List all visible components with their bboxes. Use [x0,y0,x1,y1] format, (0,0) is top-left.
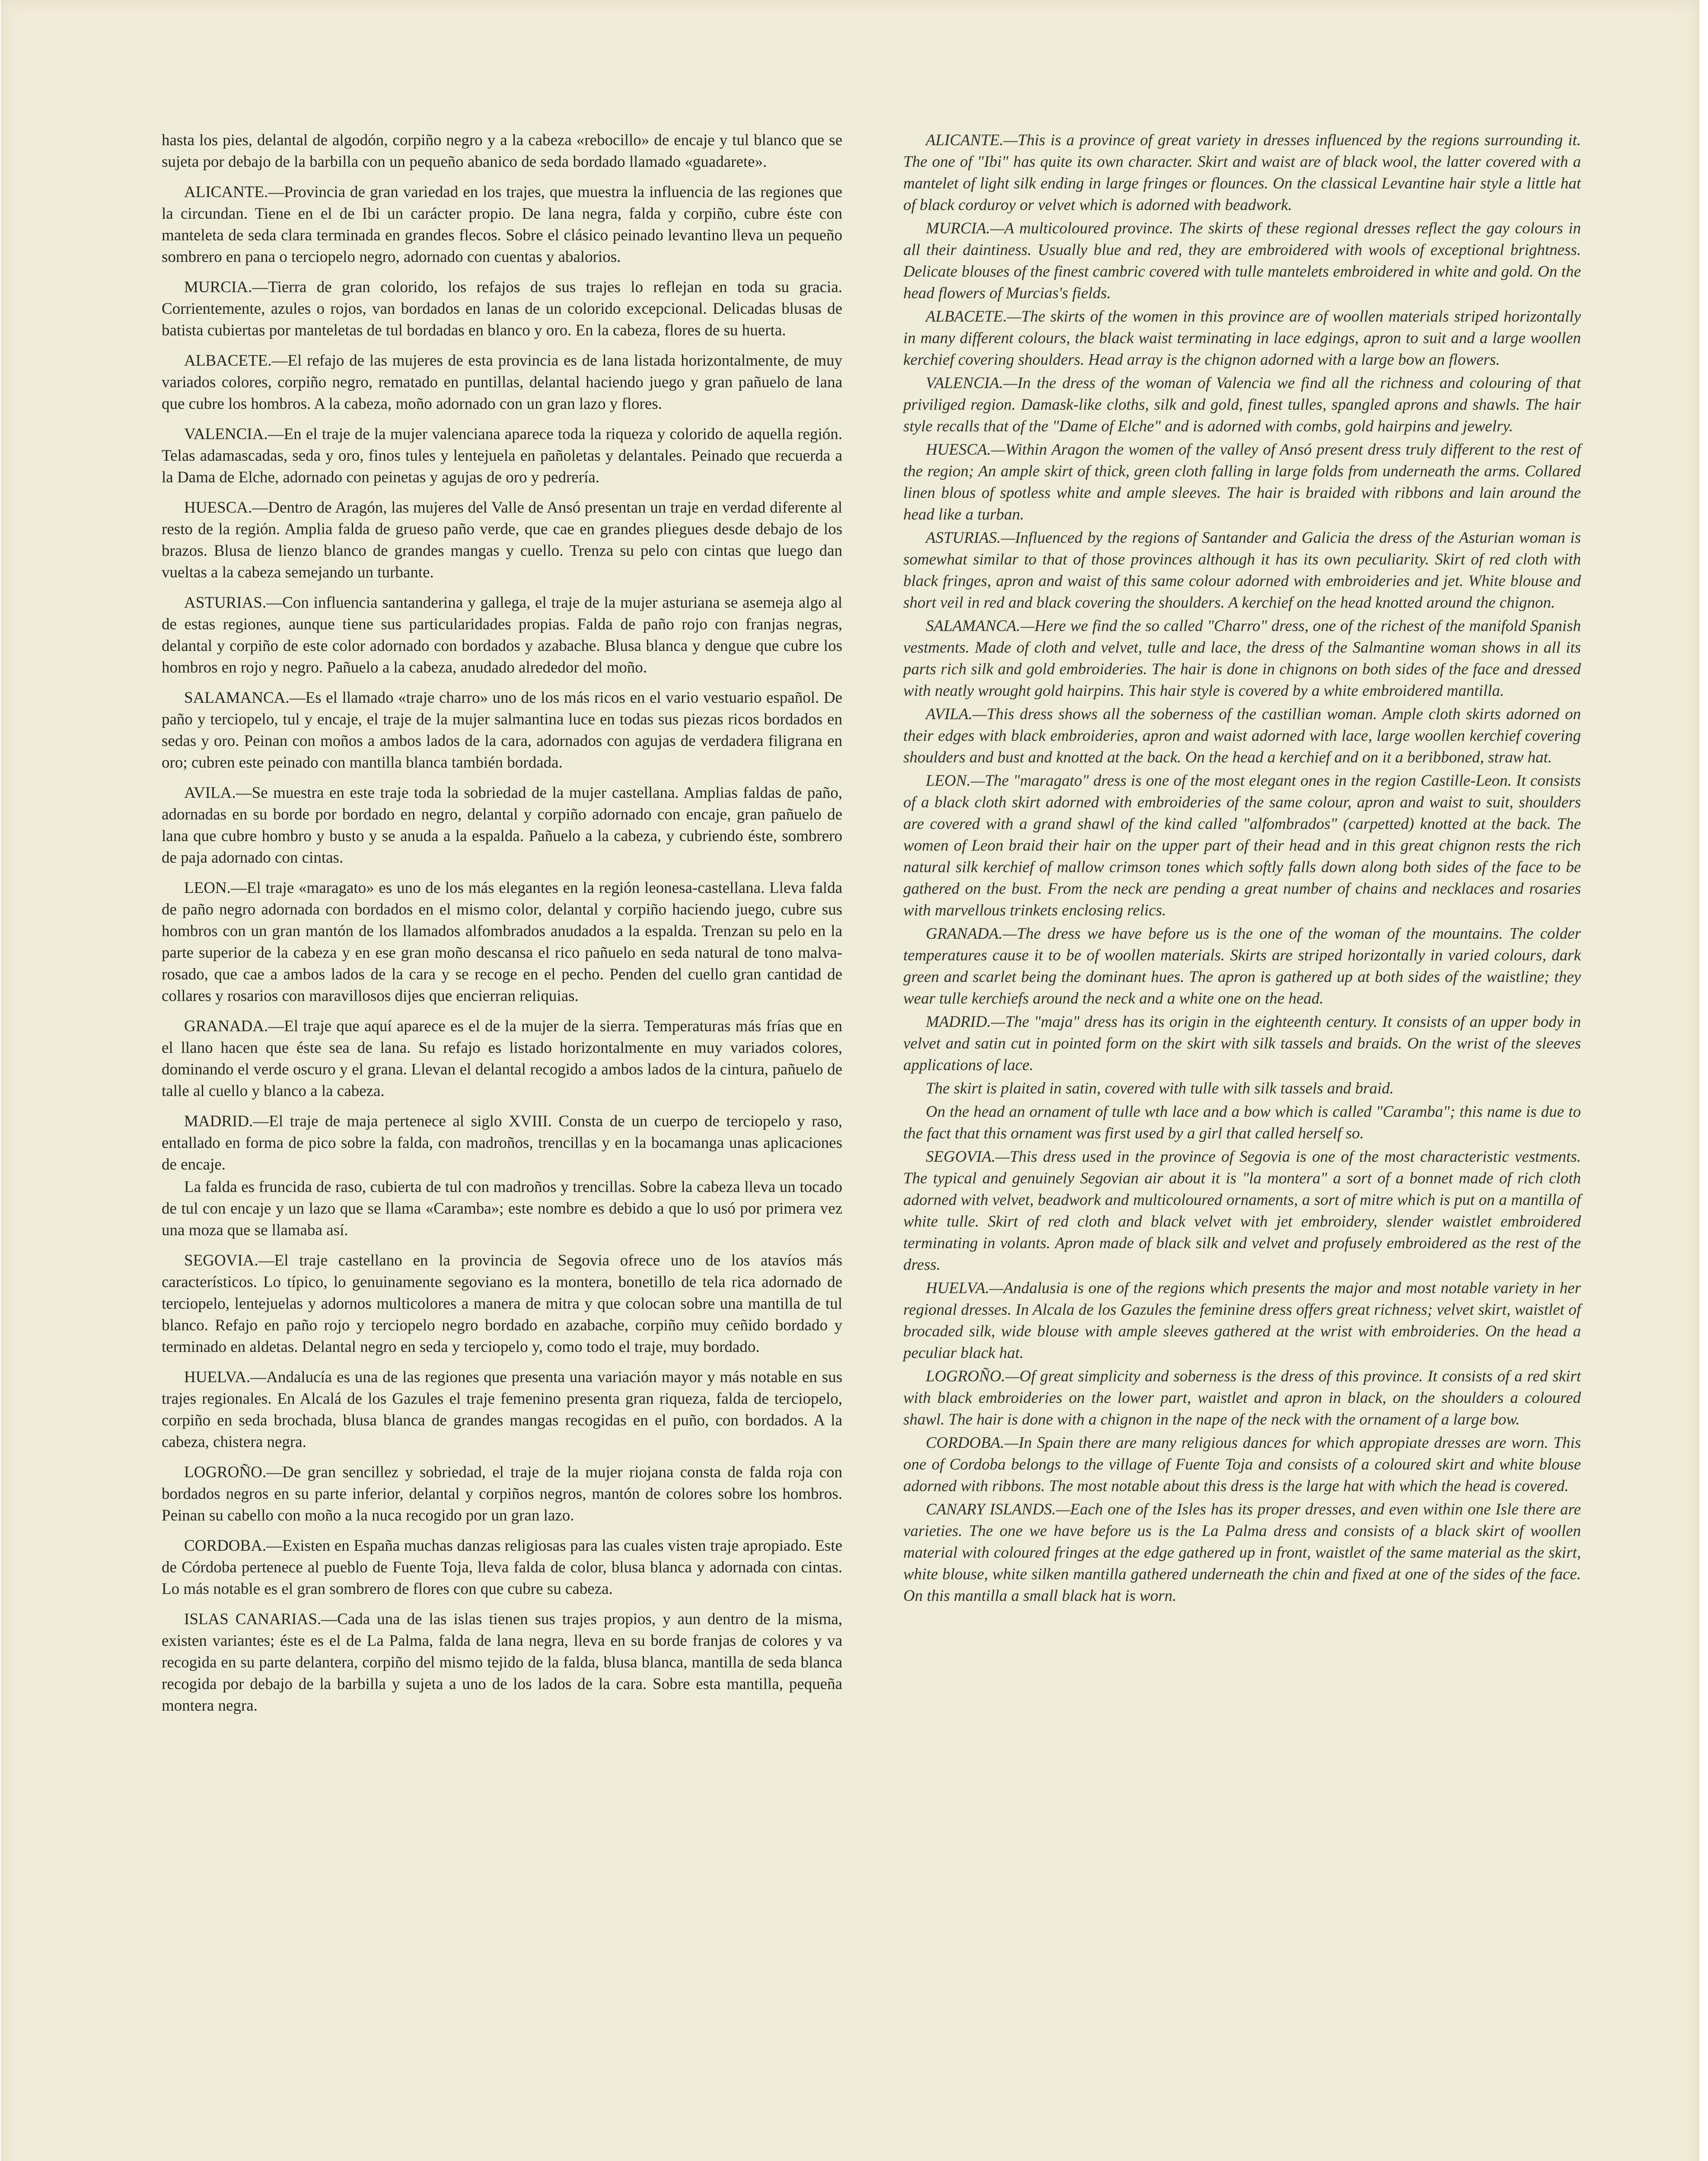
spanish-paragraph: La falda es fruncida de raso, cubierta de tul con madroños y trencillas. Sobre la cabeza lleva un tocado de tul con encaje y un lazo que se llama «Caramba»; este nombre es debido a que lo usó por primera vez una moza que se llamaba así. [162,1178,842,1239]
spanish-paragraph: AVILA.—Se muestra en este traje toda la sobriedad de la mujer castellana. Amplias faldas de paño, adornadas en su borde por bordado en negro, delantal y corpiño adornado con encaje, gran pañuelo de lana que cubre hombro y busto y se anuda a la espalda. Pañuelo a la cabeza, y cubriendo éste, sombrero de paja adornado con cintas. [162,784,842,867]
spanish-paragraph: SEGOVIA.—El traje castellano en la provincia de Segovia ofrece uno de los atavíos más característicos. Lo típico, lo genuinamente segoviano es la montera, bonetillo de tela rica adornado de terciopelo, lentejuelas y adornos multicolores a manera de mitra y que colocan sobre una mantilla de tul blanco. Refajo en paño rojo y terciopelo negro bordado en azabache, corpiño muy ceñido bordado y terminado en aldetas. Delantal negro en seda y terciopelo y, como todo el traje, muy bordado. [162,1252,842,1356]
spanish-paragraph: MURCIA.—Tierra de gran colorido, los refajos de sus trajes lo reflejan en toda su gracia. Corrientemente, azules o rojos, van bordados en lanas de un colorido excepcional. Delicadas blusas de batista cubiertas por manteletas de tul bordadas en blanco y oro. En la cabeza, flores de su huerta. [162,278,842,339]
spanish-paragraph: VALENCIA.—En el traje de la mujer valenciana aparece toda la riqueza y colorido de aquella región. Telas adamascadas, seda y oro, finos tules y lentejuela en pañoletas y delantales. Peinado que recuerda a la Dama de Elche, adornado con peinetas y agujas de oro y pedrería. [162,425,842,486]
spanish-paragraph: ISLAS CANARIAS.—Cada una de las islas tienen sus trajes propios, y aun dentro de la misma, existen variantes; éste es el de La Palma, falda de lana negra, lleva en su borde franjas de colores y va recogida en su parte delantera, corpiño del mismo tejido de la falda, blusa blanca, mantilla de seda blanca recogida por debajo de la barbilla y sujeta a uno de los lados de la cara. Sobre esta mantilla, pequeña montera negra. [162,1610,842,1715]
english-paragraph: ALBACETE.—The skirts of the women in this province are of woollen materials striped horizontally in many different colours, the black waist terminating in lace edgings, apron to suit and a large woollen kerchief covering shoulders. Head array is the chignon adorned with a large bow an flowers. [903,308,1581,369]
english-paragraph: LOGROÑO.—Of great simplicity and soberness is the dress of this province. It consists of a red skirt with black embroideries on the lower part, waistlet and apron in black, on the shoulders a coloured shawl. The hair is done with a chignon in the nape of the neck with the ornament of a large bow. [903,1367,1581,1428]
english-paragraph: LEON.—The "maragato" dress is one of the most elegant ones in the region Castille-Leon. It consists of a black cloth skirt adorned with embroideries of the same colour, apron and waist to suit, shoulders are covered with a grand shawl of the kind called "alfombrados" (carpetted) knotted at the back. The women of Leon braid their hair on the upper part of their head and in this great chignon rests the rich natural silk kerchief of mallow crimson tones which softly falls down along both sides of the face to be gathered on the bust. From the neck are pending a great number of chains and necklaces and rosaries with marvellous trinkets enclosing relics. [903,772,1581,919]
english-paragraph: MURCIA.—A multicoloured province. The skirts of these regional dresses reflect the gay colours in all their daintiness. Usually blue and red, they are embroidered with wools of exceptional brightness. Delicate blouses of the finest cambric covered with tulle mantelets embroidered in white and gold. On the head flowers of Murcias's fields. [903,220,1581,302]
english-paragraph: On the head an ornament of tulle wth lace and a bow which is called "Caramba"; this name is due to the fact that this ornament was first used by a girl that called herself so. [903,1103,1581,1142]
spanish-paragraph: GRANADA.—El traje que aquí aparece es el de la mujer de la sierra. Temperaturas más frías que en el llano hacen que éste sea de lana. Su refajo es listado horizontalmente en muy variados colores, dominando el verde oscuro y el grana. Llevan el delantal recogido a ambos lados de la cintura, pañuelo de talle al cuello y blanco a la cabeza. [162,1017,842,1100]
spanish-paragraph: hasta los pies, delantal de algodón, corpiño negro y a la cabeza «rebocillo» de encaje y tul blanco que se sujeta por debajo de la barbilla con un pequeño abanico de seda bordado llamado «guadarete». [162,131,842,171]
spanish-paragraph: LOGROÑO.—De gran sencillez y sobriedad, el traje de la mujer riojana consta de falda roja con bordados negros en su parte inferior, delantal y corpiños negros, mantón de colores sobre los hombros. Peinan su cabello con moño a la nuca recogido por un gran lazo. [162,1463,842,1524]
english-paragraph: HUELVA.—Andalusia is one of the regions which presents the major and most notable variety in her regional dresses. In Alcala de los Gazules the feminine dress offers great richness; velvet skirt, waistlet of brocaded silk, wide blouse with ample sleeves gathered at the wrist with embroideries. On the head a peculiar black hat. [903,1279,1581,1362]
spanish-paragraph: LEON.—El traje «maragato» es uno de los más elegantes en la región leonesa-castellana. Lleva falda de paño negro adornada con bordados en el mismo color, delantal y corpiño haciendo juego, cubre sus hombros con un gran mantón de los llamados alfombrados anudados a la espalda. Trenzan su pelo en la parte superior de la cabeza y en ese gran moño descansa el rico pañuelo en seda natural de tono malva-rosado, que cae a ambos lados de la cara y se recoge en el pecho. Penden del cuello gran cantidad de collares y rosarios con maravillosos dijes que encierran reliquias. [162,879,842,1005]
english-paragraph: SEGOVIA.—This dress used in the province of Segovia is one of the most characteristic vestments. The typical and genuinely Segovian air about it is "la montera" a sort of a bonnet made of rich cloth adorned with velvet, beadwork and multicoloured ornaments, a sort of mitre which is put on a mantilla of white tulle. Skirt of red cloth and black velvet with jet embroidery, slender waistlet embroidered terminating in volants. Apron made of black silk and velvet and profusely embroidered as the rest of the dress. [903,1148,1581,1274]
english-paragraph: ALICANTE.—This is a province of great variety in dresses influenced by the regions surrounding it. The one of "Ibi" has quite its own character. Skirt and waist are of black wool, the latter covered with a mantelet of light silk ending in large fringes or flounces. On the classical Levantine hair style a little hat of black corduroy or velvet which is adorned with beadwork. [903,131,1581,214]
spanish-paragraph: HUELVA.—Andalucía es una de las regiones que presenta una variación mayor y más notable en sus trajes regionales. En Alcalá de los Gazules el traje femenino presenta gran riqueza, falda de terciopelo, corpiño en seda brochada, blusa blanca de grandes mangas recogidas en el puño, con bordados. A la cabeza, chistera negra. [162,1368,842,1451]
spanish-paragraph: MADRID.—El traje de maja pertenece al siglo XVIII. Consta de un cuerpo de terciopelo y raso, entallado en forma de pico sobre la falda, con madroños, trencillas y en la bocamanga unas aplicaciones de encaje. [162,1112,842,1173]
english-paragraph: CORDOBA.—In Spain there are many religious dances for which appropiate dresses are worn. This one of Cordoba belongs to the village of Fuente Toja and consists of a coloured skirt and white blouse adorned with ribbons. The most notable about this dress is the large hat with which the head is covered. [903,1434,1581,1495]
english-paragraph: GRANADA.—The dress we have before us is the one of the woman of the mountains. The colder temperatures cause it to be of woollen materials. Skirts are striped horizontally in varied colours, dark green and scarlet being the dominant hues. The apron is gathered up at both sides of the waistline; they wear tulle kerchiefs around the neck and a white one on the head. [903,925,1581,1007]
spanish-paragraph: HUESCA.—Dentro de Aragón, las mujeres del Valle de Ansó presentan un traje en verdad diferente al resto de la región. Amplia falda de grueso paño verde, que cae en grandes pliegues desde debajo de los brazos. Blusa de lienzo blanco de grandes mangas y cuello. Trenza su pelo con cintas que luego dan vueltas a la cabeza semejando un turbante. [162,499,842,581]
english-text-column [903,130,1581,1609]
spanish-paragraph: ALBACETE.—El refajo de las mujeres de esta provincia es de lana listada horizontalmente, de muy variados colores, corpiño negro, rematado en puntillas, delantal haciendo juego y gran pañuelo de lana que cubre los hombros. A la cabeza, moño adornado con un gran lazo y flores. [162,352,842,413]
english-paragraph: ASTURIAS.—Influenced by the regions of Santander and Galicia the dress of the Asturian woman is somewhat similar to that of those provinces although it has its own peculiarity. Skirt of red cloth with black fringes, apron and waist of this same colour adorned with embroideries and jet. White blouse and short veil in red and black covering the shoulders. A kerchief on the head knotted around the chignon. [903,529,1581,612]
english-paragraph: MADRID.—The "maja" dress has its origin in the eighteenth century. It consists of an upper body in velvet and satin cut in pointed form on the skirt with silk tassels and braids. On the wrist of the sleeves applications of lace. [903,1013,1581,1074]
spanish-paragraph: CORDOBA.—Existen en España muchas danzas religiosas para las cuales visten traje apropiado. Este de Córdoba pertenece al pueblo de Fuente Toja, lleva falda de color, blusa blanca y adornada con cintas. Lo más notable es el gran sombrero de flores con que cubre su cabeza. [162,1537,842,1598]
english-paragraph: SALAMANCA.—Here we find the so called "Charro" dress, one of the richest of the manifold Spanish vestments. Made of cloth and velvet, tulle and lace, the dress of the Salmantine woman shows in all its parts rich silk and gold embroideries. The hair is done in chignons on both sides of the face and dressed with neatly wrought gold hairpins. This hair style is covered by a white embroidered mantilla. [903,617,1581,700]
spanish-paragraph: ALICANTE.—Provincia de gran variedad en los trajes, que muestra la influencia de las regiones que la circundan. Tiene en el de Ibi un carácter propio. De lana negra, falda y corpiño, cubre éste con manteleta de seda clara terminada en grandes flecos. Sobre el clásico peinado levantino lleva un pequeño sombrero en pana o terciopelo negro, adornado con cuentas y abalorios. [162,183,842,266]
english-paragraph: The skirt is plaited in satin, covered with tulle with silk tassels and braid. [926,1080,1394,1097]
english-paragraph: CANARY ISLANDS.—Each one of the Isles has its proper dresses, and even within one Isle there are varieties. The one we have before us is the La Palma dress and consists of a black skirt of woollen material with coloured fringes at the edge gathered up in front, waistlet of the same material as the skirt, white blouse, white silken mantilla gathered underneath the chin and fixed at one of the sides of the face. On this mantilla a small black hat is worn. [903,1501,1581,1605]
english-paragraph: AVILA.—This dress shows all the soberness of the castillian woman. Ample cloth skirts adorned on their edges with black embroideries, apron and waist adorned with lace, large woollen kerchief covering shoulders and bust and knotted at the back. On the head a kerchief and on it a beribboned, straw hat. [903,705,1581,766]
english-paragraph: VALENCIA.—In the dress of the woman of Valencia we find all the richness and colouring of that priviliged region. Damask-like cloths, silk and gold, finest tulles, spangled aprons and shawls. The hair style recalls that of the "Dame of Elche" and is adorned with combs, gold hairpins and jewelry. [903,374,1581,435]
spanish-paragraph: ASTURIAS.—Con influencia santanderina y gallega, el traje de la mujer asturiana se asemeja algo al de estas regiones, aunque tiene sus particularidades propias. Falda de paño rojo con franjas negras, delantal y corpiño de este color adornado con bordados y azabache. Blusa blanca y dengue que cubre los hombros en rojo y negro. Pañuelo a la cabeza, anudado alrededor del moño. [162,594,842,676]
spanish-text-column [162,130,842,1725]
spanish-paragraph: SALAMANCA.—Es el llamado «traje charro» uno de los más ricos en el vario vestuario español. De paño y terciopelo, tul y encaje, el traje de la mujer salmantina luce en todas sus piezas ricos bordados en sedas y oro. Peinan con moños a ambos lados de la cara, adornados con agujas de verdadera filigrana en oro; cubren este peinado con mantilla blanca también bordada. [162,689,842,771]
document-page [1,0,1699,2161]
english-paragraph: HUESCA.—Within Aragon the women of the valley of Ansó present dress truly different to the rest of the region; An ample skirt of thick, green cloth falling in large folds from underneath the arms. Collared linen blous of spotless white and ample sleeves. The hair is braided with ribbons and lain around the head like a turban. [903,441,1581,523]
